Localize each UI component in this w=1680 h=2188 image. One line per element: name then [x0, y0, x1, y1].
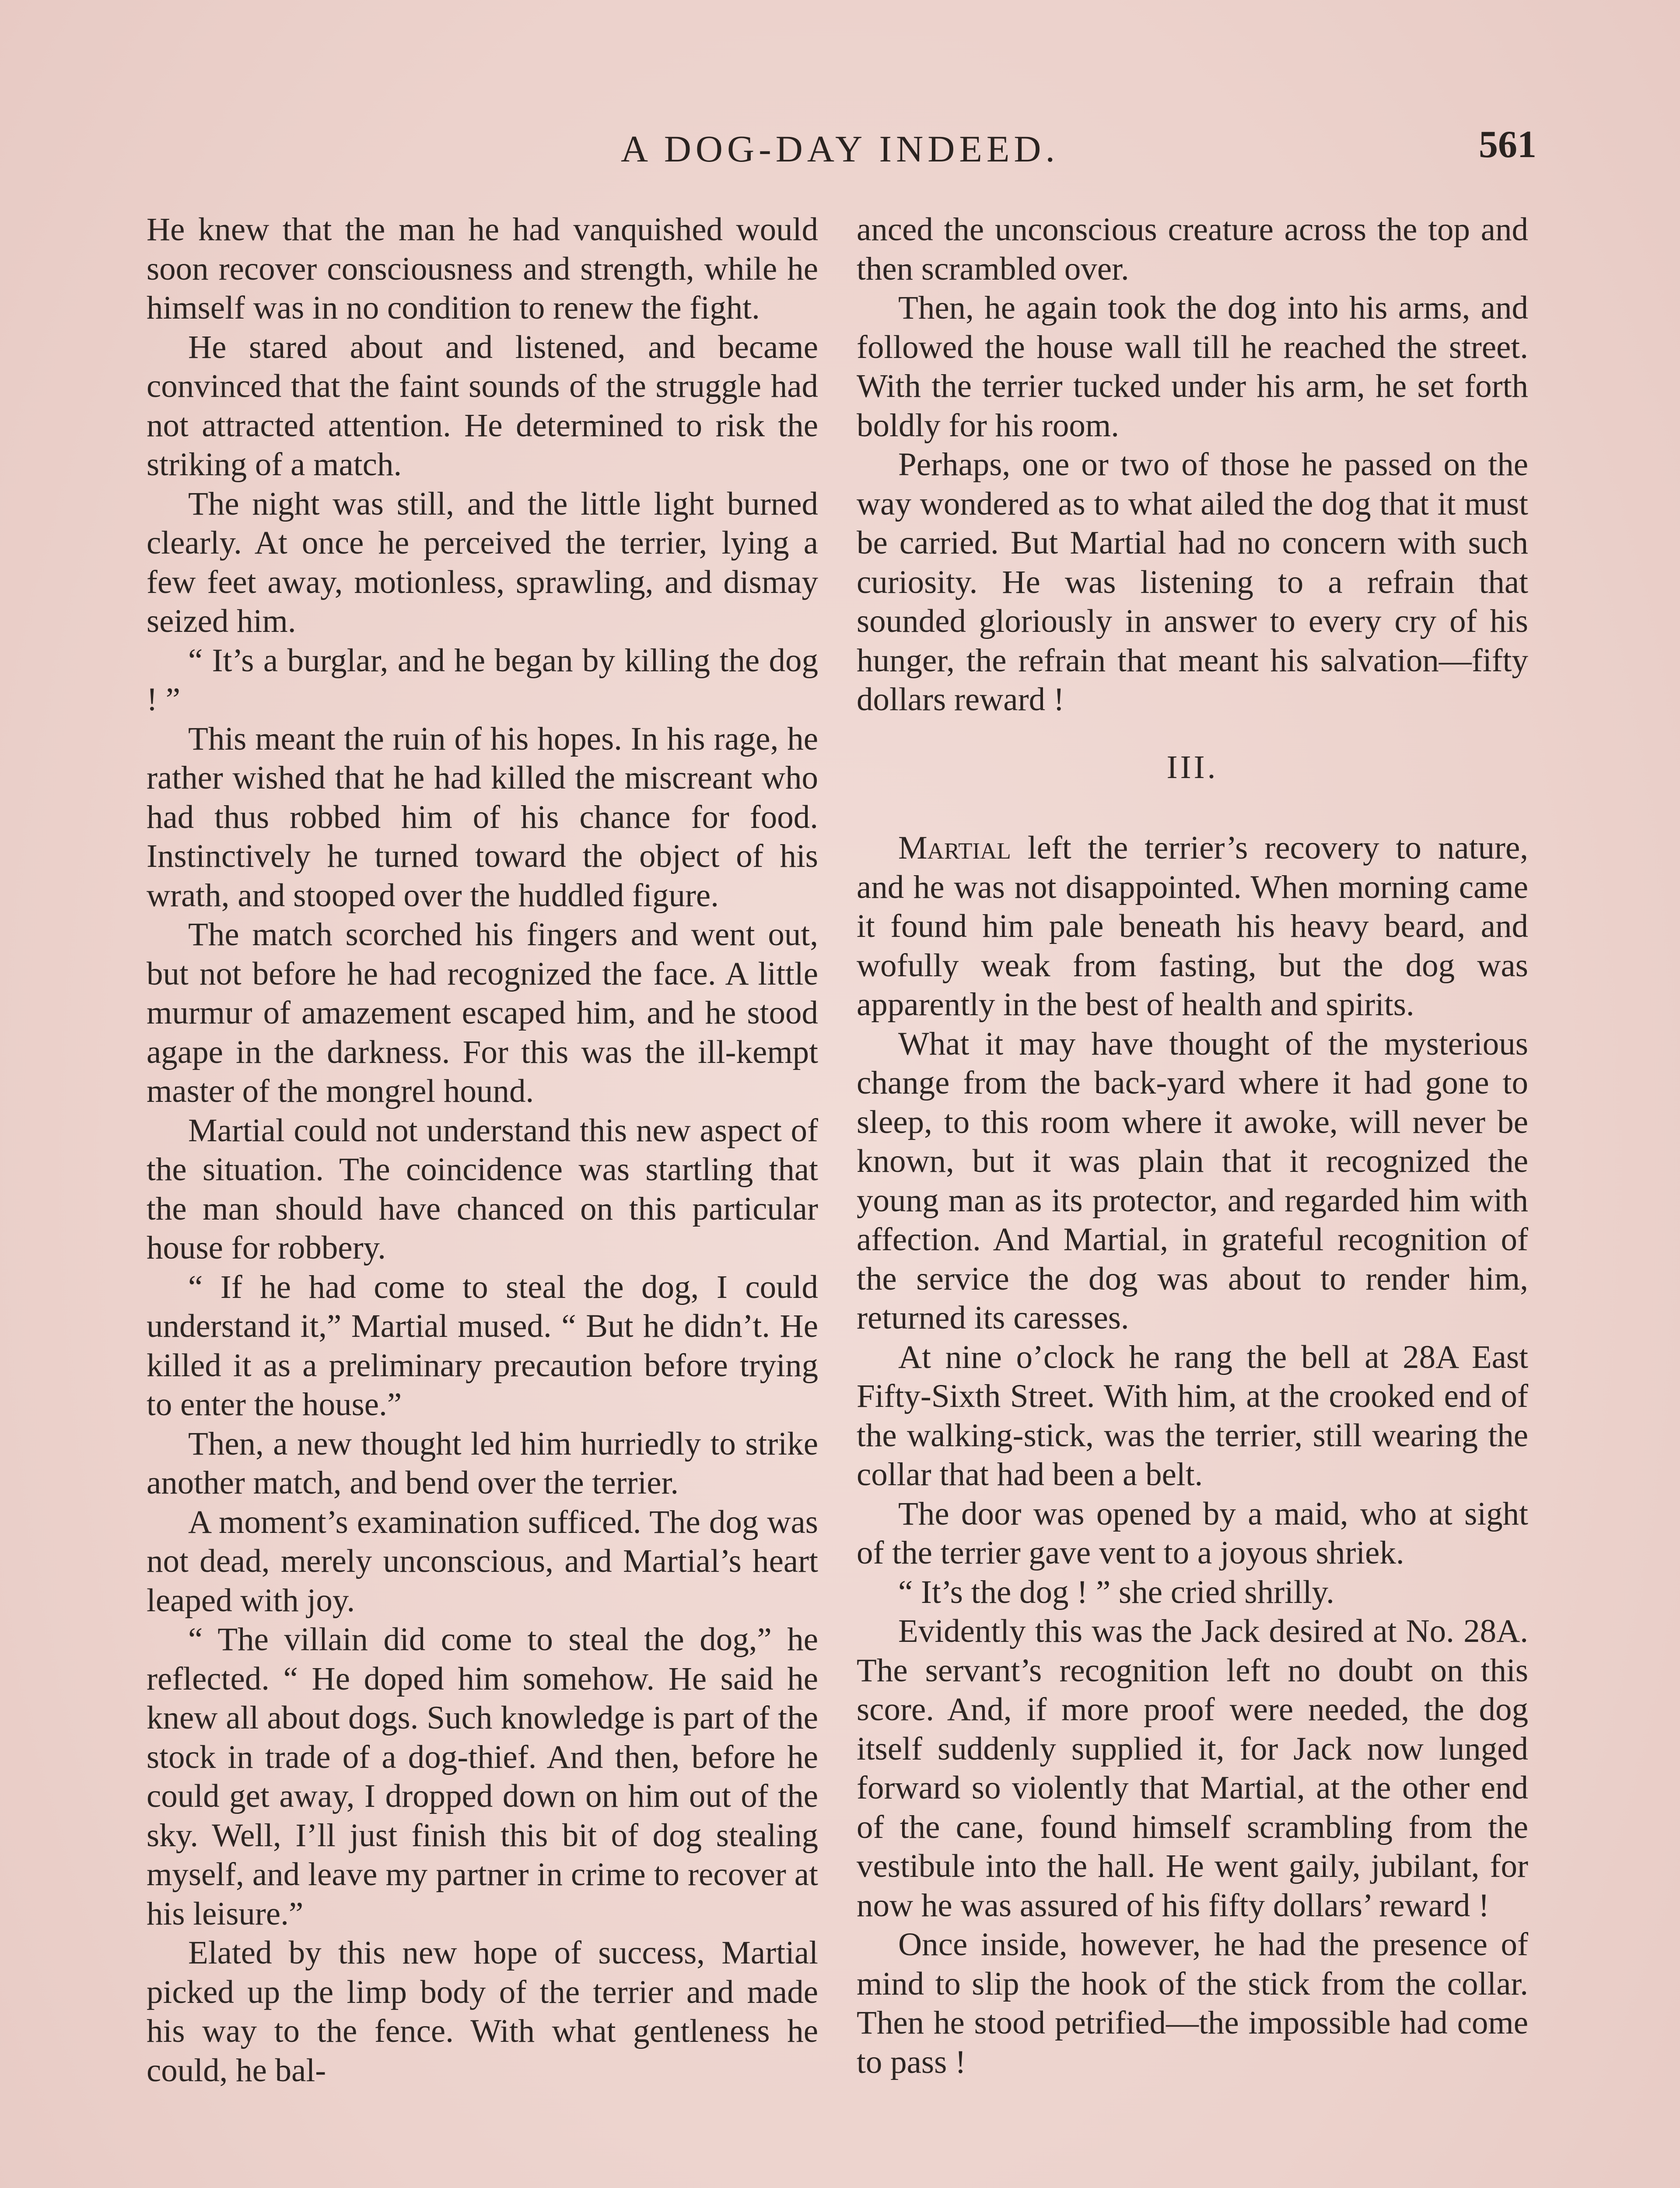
paragraph: “ If he had come to steal the dog, I could understand it,” Martial mused. “ But he didn’t. He killed it as a preliminary precaution before trying to enter the house.” [147, 1269, 818, 1423]
paragraph: What it may have thought of the mysterious change from the back-yard where it had gone to sleep, to this room where it awoke, will never be known, but it was plain that it recognized the young man as its protector, and regarded him with affection. And Martial, in grateful recognition of the service the dog was about to render him, returned its caresses. [857, 1025, 1528, 1336]
paragraph: Martial could not understand this new aspect of the situation. The coincidence was startling that the man should have chanced on this particular house for robbery. [147, 1112, 818, 1266]
paragraph: The door was opened by a maid, who at sight of the terrier gave vent to a joyous shriek. [857, 1495, 1528, 1571]
paragraph: He knew that the man he had vanquished would soon recover consciousness and strength, while he himself was in no condition to renew the fight. [147, 211, 818, 326]
paragraph: “ The villain did come to steal the dog,” he reflected. “ He doped him somehow. He said he knew all about dogs. Such knowledge is part of the stock in trade of a dog-thief. And then, before he could get away, I dropped down on him out of the sky. Well, I’ll just finish this bit of dog stealing myself, and leave my partner in crime to recover at his leisure.” [147, 1621, 818, 1932]
paragraph: Perhaps, one or two of those he passed on the way wondered as to what ailed the dog that it must be carried. But Martial had no concern with such curiosity. He was listening to a refrain that sounded gloriously in answer to every cry of his hunger, the refrain that meant his salvation—fifty dollars reward ! [857, 446, 1528, 718]
paragraph: At nine o’clock he rang the bell at 28A East Fifty-Sixth Street. With him, at the crooked end of the walking-stick, was the terrier, still wearing the collar that had been a belt. [857, 1339, 1528, 1493]
paragraph: Once inside, however, he had the presence of mind to slip the hook of the stick from the collar. Then he stood petrified—the impossible had come to pass ! [857, 1926, 1528, 2080]
paragraph: Evidently this was the Jack desired at No. 28A. The servant’s recognition left no doubt on this score. And, if more proof were needed, the dog itself suddenly supplied it, for Jack now lunged forward so violently that Martial, at the other end of the cane, found himself scrambling from the vestibule into the hall. He went gaily, jubilant, for now he was assured of his fifty dollars’ reward ! [857, 1613, 1528, 1924]
paragraph: anced the unconscious creature across the top and then scrambled over. [857, 211, 1528, 287]
section-heading: III. [1166, 749, 1218, 785]
paragraph: This meant the ruin of his hopes. In his rage, he rather wished that he had killed the miscreant who had thus robbed him of his chance for food. Instinctively he turned toward the object of his wrath, and stooped over the huddled figure. [147, 720, 818, 914]
page-number: 561 [1479, 123, 1536, 166]
paragraph: “ It’s a burglar, and he began by killing the dog ! ” [147, 642, 818, 718]
paragraph: Then, a new thought led him hurriedly to strike another match, and bend over the terrier. [147, 1425, 818, 1501]
paragraph: A moment’s examination sufficed. The dog was not dead, merely unconscious, and Martial’s heart leaped with joy. [147, 1504, 818, 1619]
left-text-column [147, 210, 818, 2188]
paragraph: He stared about and listened, and became convinced that the faint sounds of the struggle had not attracted attention. He determined to risk the striking of a match. [147, 329, 818, 483]
lead-word: Martial [898, 830, 1011, 866]
paragraph: Then, he again took the dog into his arms, and followed the house wall till he reached the street. With the terrier tucked under his arm, he set forth boldly for his room. [857, 290, 1528, 444]
right-text-column [857, 210, 1528, 2188]
paragraph: The night was still, and the little light burned clearly. At once he perceived the terrier, lying a few feet away, motionless, sprawling, and dismay seized him. [147, 485, 818, 639]
paragraph: The match scorched his fingers and went out, but not before he had recognized the face. A little murmur of amazement escaped him, and he stood agape in the darkness. For this was the ill-kempt master of the mongrel hound. [147, 916, 818, 1109]
paragraph-text: left the terrier’s recovery to nature, and he was not disappointed. When morning came it found him pale beneath his heavy beard, and wofully weak from fasting, but the dog was apparently in the best of health and spirits. [857, 830, 1528, 1023]
paragraph: “ It’s the dog ! ” she cried shrilly. [898, 1574, 1334, 1610]
running-header-title: A DOG-DAY INDEED. [620, 128, 1060, 170]
paragraph [857, 828, 1528, 1024]
paragraph: Elated by this new hope of success, Martial picked up the limp body of the terrier and made his way to the fence. With what gentleness he could, he bal- [147, 1935, 818, 2089]
